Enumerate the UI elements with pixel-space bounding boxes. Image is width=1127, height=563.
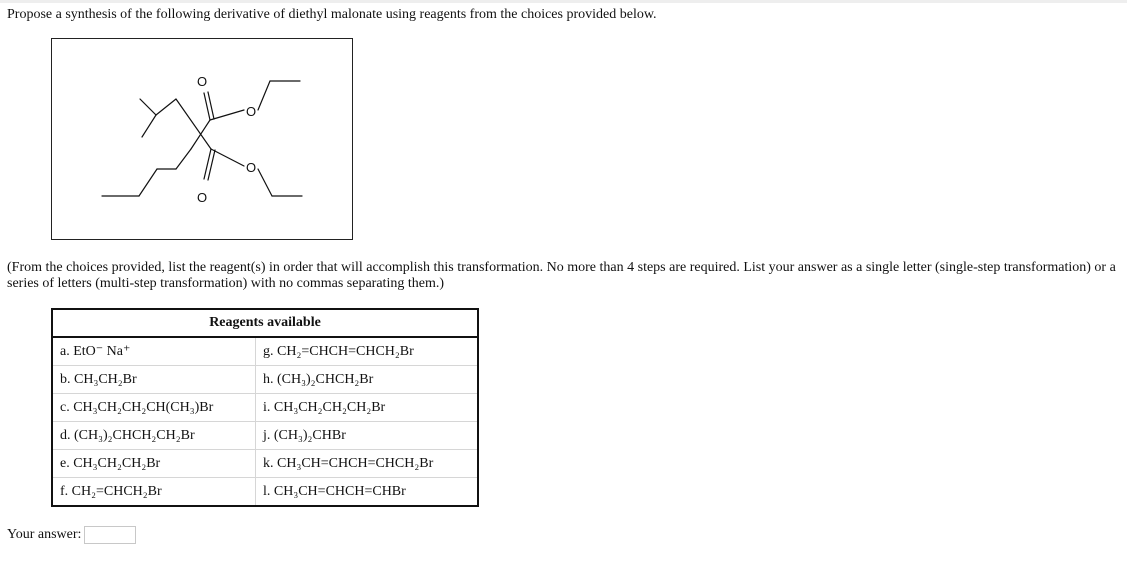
reagent-b: b. CH₃CH₂Br <box>52 366 256 394</box>
instructions-text: (From the choices provided, list the reagent(s) in order that will accomplish this transformation. No more than 4 steps are required. List your answer as a single letter (single-step transformation) or a series of letters (multi-step transformation) with no commas separating them.) <box>7 260 1116 291</box>
reagents-table-title: Reagents available <box>52 309 478 337</box>
table-row <box>52 337 478 366</box>
atom-label-upper-ester-o: O <box>245 104 257 119</box>
bond-lower-carbonyl-b <box>208 150 215 180</box>
table-row <box>52 366 478 394</box>
table-row <box>52 450 478 478</box>
question-prompt: Propose a synthesis of the following derivative of diethyl malonate using reagents from the choices provided below. <box>7 7 657 22</box>
reagent-i: i. CH₃CH₂CH₂CH₂Br <box>256 394 479 422</box>
bond-lower-carbonyl-a <box>204 149 211 179</box>
diethyl-malonate-derivative-drawing <box>52 39 352 239</box>
reagent-l: l. CH₃CH=CHCH=CHBr <box>263 483 406 499</box>
molecule-structure <box>51 38 353 240</box>
answer-input[interactable] <box>84 526 136 544</box>
bond-center-1 <box>176 99 211 149</box>
bond-butyl-2 <box>139 169 157 196</box>
reagent-d: d. (CH₃)₂CHCH₂CH₂Br <box>52 422 256 450</box>
table-row <box>52 478 478 507</box>
reagent-a: a. EtO⁻ Na⁺ <box>52 337 256 366</box>
table-row <box>52 422 478 450</box>
atom-label-upper-carbonyl-o: O <box>196 74 208 89</box>
bond-isopropyl-methyl-2 <box>142 115 156 137</box>
bond-lower-ethyl-1 <box>258 169 272 196</box>
answer-label: Your answer: <box>7 527 82 542</box>
reagent-c: c. CH₃CH₂CH₂CH(CH₃)Br <box>52 394 256 422</box>
reagent-j: j. (CH₃)₂CHBr <box>256 422 479 450</box>
atom-label-lower-carbonyl-o: O <box>196 190 208 205</box>
reagent-e: e. CH₃CH₂CH₂Br <box>52 450 256 478</box>
reagent-k: k. CH₃CH=CHCH=CHCH₂Br <box>256 450 479 478</box>
reagent-f: f. CH₂=CHCH₂Br <box>52 478 256 507</box>
reagent-h: h. (CH₃)₂CHCH₂Br <box>256 366 479 394</box>
bond-butyl-to-center <box>176 149 191 169</box>
reagents-table <box>51 308 479 507</box>
table-row <box>52 394 478 422</box>
reagent-g: g. CH₂=CHCH=CHCH₂Br <box>256 337 479 366</box>
bond-isopropyl-to-center <box>156 99 176 115</box>
bond-upper-ester-o <box>210 110 244 120</box>
bond-lower-ester-o <box>211 149 244 166</box>
atom-label-lower-ester-o: O <box>245 160 257 175</box>
answer-section <box>7 526 136 544</box>
bond-isopropyl-methyl-1 <box>140 99 156 115</box>
top-border <box>0 0 1127 3</box>
bond-upper-ethyl-1 <box>258 81 270 110</box>
